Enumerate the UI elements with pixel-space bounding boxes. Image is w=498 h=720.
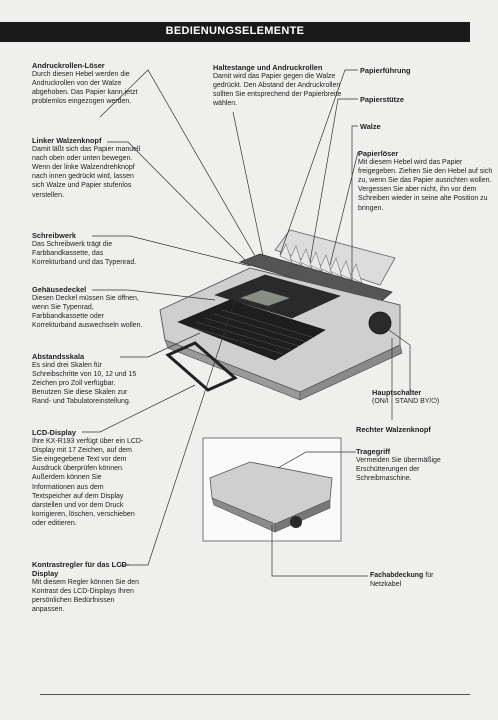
description: Netzkabel: [370, 581, 402, 589]
heading: Abstandsskala: [32, 352, 85, 361]
description: Damit läßt sich das Papier manuell nach oben oder unten bewegen. Wenn der linke Walzendrehknopf nach innen gedrückt wird, lassen sich Walze und Papier stufenlos verstellen.: [32, 146, 141, 199]
description: Vermeiden Sie übermäßige Erschütterungen der Schreibmaschine.: [356, 457, 441, 483]
right-knob-icon: [369, 312, 391, 334]
heading: Papierlöser: [358, 149, 399, 158]
section-title: BEDIENUNGSELEMENTE: [165, 25, 305, 37]
heading: Tragegriff: [356, 447, 391, 456]
heading: Kontrastregler für das LCD-Display: [32, 560, 130, 579]
heading: Fachabdeckung für: [370, 572, 434, 579]
heading: LCD-Display: [32, 428, 76, 437]
label-papierstuetze: Papierstütze: [360, 95, 404, 104]
description: Damit wird das Papier gegen die Walze gedrückt. Den Abstand der Andruckrollen sollten Sie entsprechend der Papierbreite wählen.: [213, 73, 342, 108]
description: Ihre KX-R193 verfügt über ein LCD-Display mit 17 Zeichen, auf dem Sie eingegebene Text vor dem Ausdruck überprüfen können. Außerdem können Sie Informationen aus dem Textspeicher auf dem Display darstellen und vor dem Druck korrigieren, löschen, verschieben oder editieren.: [32, 438, 144, 527]
heading: Linker Walzenknopf: [32, 136, 102, 145]
heading: Haltestange und Andruckrollen: [213, 63, 323, 72]
heading: Schreibwerk: [32, 231, 76, 240]
description: Das Schreibwerk trägt die Farbbandkassette, das Korrekturband und das Typenrad.: [32, 241, 137, 267]
label-rechter-walzenknopf: Rechter Walzenknopf: [356, 425, 431, 434]
heading: Hauptschalter: [372, 388, 422, 397]
footer-rule: [40, 694, 470, 695]
label-papierfuehrung: Papierführung: [360, 66, 411, 75]
description: (ON/I · STAND BY/⏻): [372, 398, 440, 406]
heading: Gehäusedeckel: [32, 285, 87, 294]
label-walze: Walze: [360, 122, 381, 131]
description: Es sind drei Skalen für Schreibschritte von 10, 12 und 15 Zeichen pro Zoll verfügbar. Benutzen Sie diese Skalen zur Rand- und Tabulatoreinstellung.: [32, 362, 137, 406]
description: Diesen Deckel müssen Sie öffnen, wenn Sie Typenrad, Farbbandkassette oder Korrekturband auswechseln wollen.: [32, 295, 143, 330]
page-number: 7: [457, 27, 464, 39]
description: Mit diesem Hebel wird das Papier freigegeben. Ziehen Sie den Hebel auf sich zu, wenn Sie das Papier ausrichten wollen. Vergessen Sie aber nicht, ihn vor dem Schreiben wieder in seine alte Position zu bringen.: [358, 159, 493, 212]
description: Mit diesem Regler können Sie den Kontrast des LCD-Displays Ihren persönlichen Bedürfnissen anpassen.: [32, 579, 140, 614]
heading: Andruckrollen-Löser: [32, 61, 105, 70]
description: Durch diesen Hebel werden die Andruckrollen von der Walze abgehoben. Das Papier kann jetzt problemlos eingezogen werden.: [32, 71, 138, 106]
